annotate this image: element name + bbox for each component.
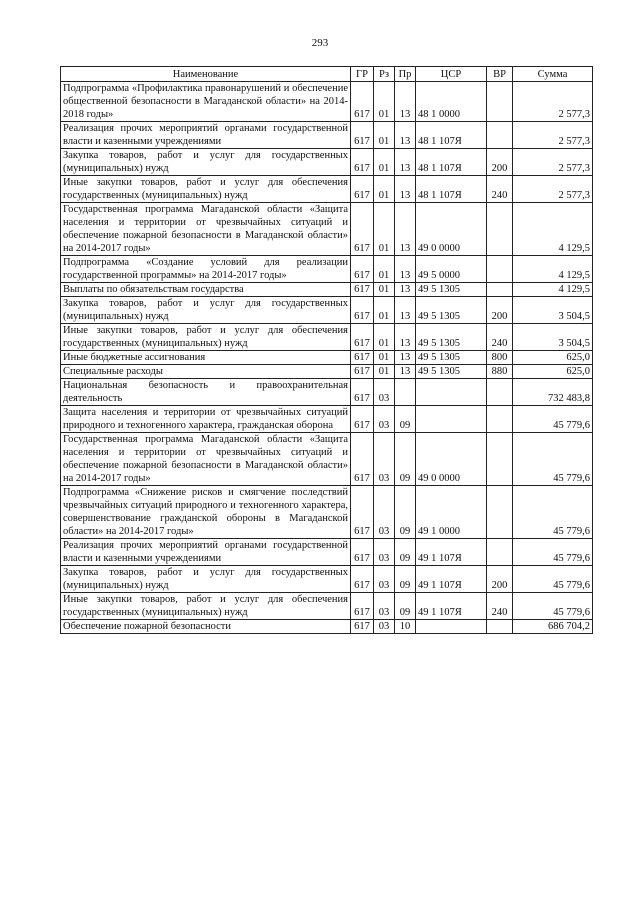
cell-vr (487, 539, 513, 566)
header-csr: ЦСР (416, 67, 487, 82)
cell-name: Иные закупки товаров, работ и услуг для обеспечения государственных (муниципальных) нужд (61, 593, 351, 620)
cell-csr: 49 5 1305 (416, 297, 487, 324)
cell-name: Подпрограмма «Создание условий для реализации государственной программы» на 2014-2017 годы» (61, 256, 351, 283)
cell-rz: 03 (374, 433, 395, 486)
table-row (61, 620, 593, 634)
cell-name: Специальные расходы (61, 365, 351, 379)
table-row (61, 283, 593, 297)
cell-rz: 01 (374, 122, 395, 149)
cell-sum: 4 129,5 (513, 256, 593, 283)
cell-sum: 2 577,3 (513, 176, 593, 203)
cell-pr: 09 (395, 406, 416, 433)
cell-vr: 880 (487, 365, 513, 379)
cell-sum: 45 779,6 (513, 566, 593, 593)
cell-vr (487, 620, 513, 634)
cell-gr: 617 (351, 620, 374, 634)
cell-rz: 01 (374, 203, 395, 256)
header-name: Наименование (61, 67, 351, 82)
cell-rz: 03 (374, 593, 395, 620)
cell-pr (395, 379, 416, 406)
cell-pr: 13 (395, 283, 416, 297)
cell-gr: 617 (351, 283, 374, 297)
cell-rz: 03 (374, 406, 395, 433)
cell-rz: 03 (374, 620, 395, 634)
cell-gr: 617 (351, 365, 374, 379)
cell-name: Закупка товаров, работ и услуг для государственных (муниципальных) нужд (61, 149, 351, 176)
cell-csr: 49 5 1305 (416, 351, 487, 365)
cell-name: Иные закупки товаров, работ и услуг для обеспечения государственных (муниципальных) нужд (61, 324, 351, 351)
cell-gr: 617 (351, 324, 374, 351)
cell-vr (487, 433, 513, 486)
cell-pr: 13 (395, 256, 416, 283)
cell-name: Иные бюджетные ассигнования (61, 351, 351, 365)
cell-pr: 13 (395, 82, 416, 122)
cell-csr: 49 0 0000 (416, 203, 487, 256)
cell-vr: 240 (487, 593, 513, 620)
cell-sum: 45 779,6 (513, 433, 593, 486)
cell-rz: 01 (374, 297, 395, 324)
cell-rz: 03 (374, 379, 395, 406)
cell-gr: 617 (351, 539, 374, 566)
cell-sum: 45 779,6 (513, 593, 593, 620)
cell-sum: 686 704,2 (513, 620, 593, 634)
cell-gr: 617 (351, 149, 374, 176)
cell-csr (416, 620, 487, 634)
cell-pr: 13 (395, 365, 416, 379)
cell-sum: 3 504,5 (513, 297, 593, 324)
cell-name: Выплаты по обязательствам государства (61, 283, 351, 297)
cell-sum: 2 577,3 (513, 82, 593, 122)
cell-csr: 49 5 1305 (416, 324, 487, 351)
table-body (61, 82, 593, 634)
cell-pr: 10 (395, 620, 416, 634)
cell-name: Государственная программа Магаданской области «Защита населения и территории от чрезвычайных ситуаций и обеспечение пожарной безопасности в Магаданской области» на 2014-2017 годы» (61, 433, 351, 486)
cell-vr (487, 379, 513, 406)
cell-vr: 240 (487, 176, 513, 203)
cell-sum: 732 483,8 (513, 379, 593, 406)
table-header-row (61, 67, 593, 82)
cell-name: Защита населения и территории от чрезвычайных ситуаций природного и техногенного характера, гражданская оборона (61, 406, 351, 433)
cell-sum: 45 779,6 (513, 539, 593, 566)
cell-vr: 240 (487, 324, 513, 351)
cell-pr: 13 (395, 176, 416, 203)
cell-rz: 03 (374, 486, 395, 539)
cell-gr: 617 (351, 379, 374, 406)
cell-csr: 49 1 107Я (416, 539, 487, 566)
cell-pr: 09 (395, 486, 416, 539)
cell-rz: 01 (374, 256, 395, 283)
cell-rz: 01 (374, 351, 395, 365)
cell-rz: 01 (374, 82, 395, 122)
cell-csr (416, 406, 487, 433)
cell-sum: 2 577,3 (513, 149, 593, 176)
cell-gr: 617 (351, 433, 374, 486)
cell-pr: 13 (395, 203, 416, 256)
header-rz: Рз (374, 67, 395, 82)
table-row (61, 256, 593, 283)
table-row (61, 365, 593, 379)
cell-name: Подпрограмма «Снижение рисков и смягчение последствий чрезвычайных ситуаций природного и техногенного характера, совершенствование гражданской обороны в Магаданской области» на 2014-2017 годы» (61, 486, 351, 539)
cell-gr: 617 (351, 566, 374, 593)
cell-vr (487, 283, 513, 297)
header-gr: ГР (351, 67, 374, 82)
table-row (61, 379, 593, 406)
cell-name: Закупка товаров, работ и услуг для государственных (муниципальных) нужд (61, 297, 351, 324)
table-row (61, 324, 593, 351)
table-row (61, 351, 593, 365)
cell-name: Реализация прочих мероприятий органами государственной власти и казенными учреждениями (61, 539, 351, 566)
cell-name: Закупка товаров, работ и услуг для государственных (муниципальных) нужд (61, 566, 351, 593)
cell-rz: 01 (374, 365, 395, 379)
cell-vr (487, 406, 513, 433)
cell-name: Реализация прочих мероприятий органами государственной власти и казенными учреждениями (61, 122, 351, 149)
cell-name: Иные закупки товаров, работ и услуг для обеспечения государственных (муниципальных) нужд (61, 176, 351, 203)
cell-csr: 48 1 107Я (416, 149, 487, 176)
header-sum: Сумма (513, 67, 593, 82)
cell-vr: 200 (487, 149, 513, 176)
cell-gr: 617 (351, 297, 374, 324)
cell-pr: 09 (395, 539, 416, 566)
cell-name: Государственная программа Магаданской области «Защита населения и территории от чрезвычайных ситуаций и обеспечение пожарной безопасности в Магаданской области» на 2014-2017 годы» (61, 203, 351, 256)
table-row (61, 593, 593, 620)
header-vr: ВР (487, 67, 513, 82)
cell-csr: 49 1 107Я (416, 593, 487, 620)
cell-csr: 49 1 107Я (416, 566, 487, 593)
cell-csr: 49 1 0000 (416, 486, 487, 539)
cell-pr: 13 (395, 122, 416, 149)
cell-rz: 03 (374, 566, 395, 593)
cell-gr: 617 (351, 256, 374, 283)
table-row (61, 122, 593, 149)
cell-csr: 49 0 0000 (416, 433, 487, 486)
cell-csr: 48 1 0000 (416, 82, 487, 122)
cell-sum: 45 779,6 (513, 486, 593, 539)
cell-rz: 03 (374, 539, 395, 566)
cell-name: Подпрограмма «Профилактика правонарушений и обеспечение общественной безопасности в Магаданской области» на 2014-2018 годы» (61, 82, 351, 122)
cell-rz: 01 (374, 324, 395, 351)
cell-pr: 13 (395, 351, 416, 365)
cell-vr (487, 203, 513, 256)
cell-vr (487, 256, 513, 283)
cell-gr: 617 (351, 176, 374, 203)
cell-pr: 13 (395, 324, 416, 351)
cell-sum: 45 779,6 (513, 406, 593, 433)
cell-sum: 2 577,3 (513, 122, 593, 149)
cell-vr: 800 (487, 351, 513, 365)
table-row (61, 406, 593, 433)
table-row (61, 566, 593, 593)
cell-gr: 617 (351, 203, 374, 256)
cell-vr: 200 (487, 566, 513, 593)
page-number: 293 (311, 37, 329, 49)
table-row (61, 539, 593, 566)
cell-rz: 01 (374, 176, 395, 203)
cell-csr: 49 5 1305 (416, 283, 487, 297)
table-row (61, 82, 593, 122)
cell-csr: 49 5 1305 (416, 365, 487, 379)
cell-gr: 617 (351, 486, 374, 539)
cell-pr: 09 (395, 593, 416, 620)
cell-name: Национальная безопасность и правоохранительная деятельность (61, 379, 351, 406)
cell-rz: 01 (374, 283, 395, 297)
table-row (61, 486, 593, 539)
cell-sum: 4 129,5 (513, 283, 593, 297)
cell-vr (487, 82, 513, 122)
cell-vr (487, 486, 513, 539)
cell-vr: 200 (487, 297, 513, 324)
cell-sum: 625,0 (513, 351, 593, 365)
cell-csr: 48 1 107Я (416, 122, 487, 149)
cell-pr: 09 (395, 566, 416, 593)
cell-name: Обеспечение пожарной безопасности (61, 620, 351, 634)
cell-gr: 617 (351, 593, 374, 620)
table-row (61, 433, 593, 486)
table-row (61, 203, 593, 256)
cell-vr (487, 122, 513, 149)
table-row (61, 176, 593, 203)
cell-pr: 09 (395, 433, 416, 486)
cell-pr: 13 (395, 297, 416, 324)
cell-gr: 617 (351, 122, 374, 149)
cell-gr: 617 (351, 82, 374, 122)
table-row (61, 149, 593, 176)
cell-csr: 49 5 0000 (416, 256, 487, 283)
cell-gr: 617 (351, 351, 374, 365)
cell-pr: 13 (395, 149, 416, 176)
cell-sum: 3 504,5 (513, 324, 593, 351)
cell-gr: 617 (351, 406, 374, 433)
cell-sum: 625,0 (513, 365, 593, 379)
table-row (61, 297, 593, 324)
cell-csr: 48 1 107Я (416, 176, 487, 203)
cell-sum: 4 129,5 (513, 203, 593, 256)
cell-rz: 01 (374, 149, 395, 176)
header-pr: Пр (395, 67, 416, 82)
cell-csr (416, 379, 487, 406)
budget-table (60, 66, 593, 634)
